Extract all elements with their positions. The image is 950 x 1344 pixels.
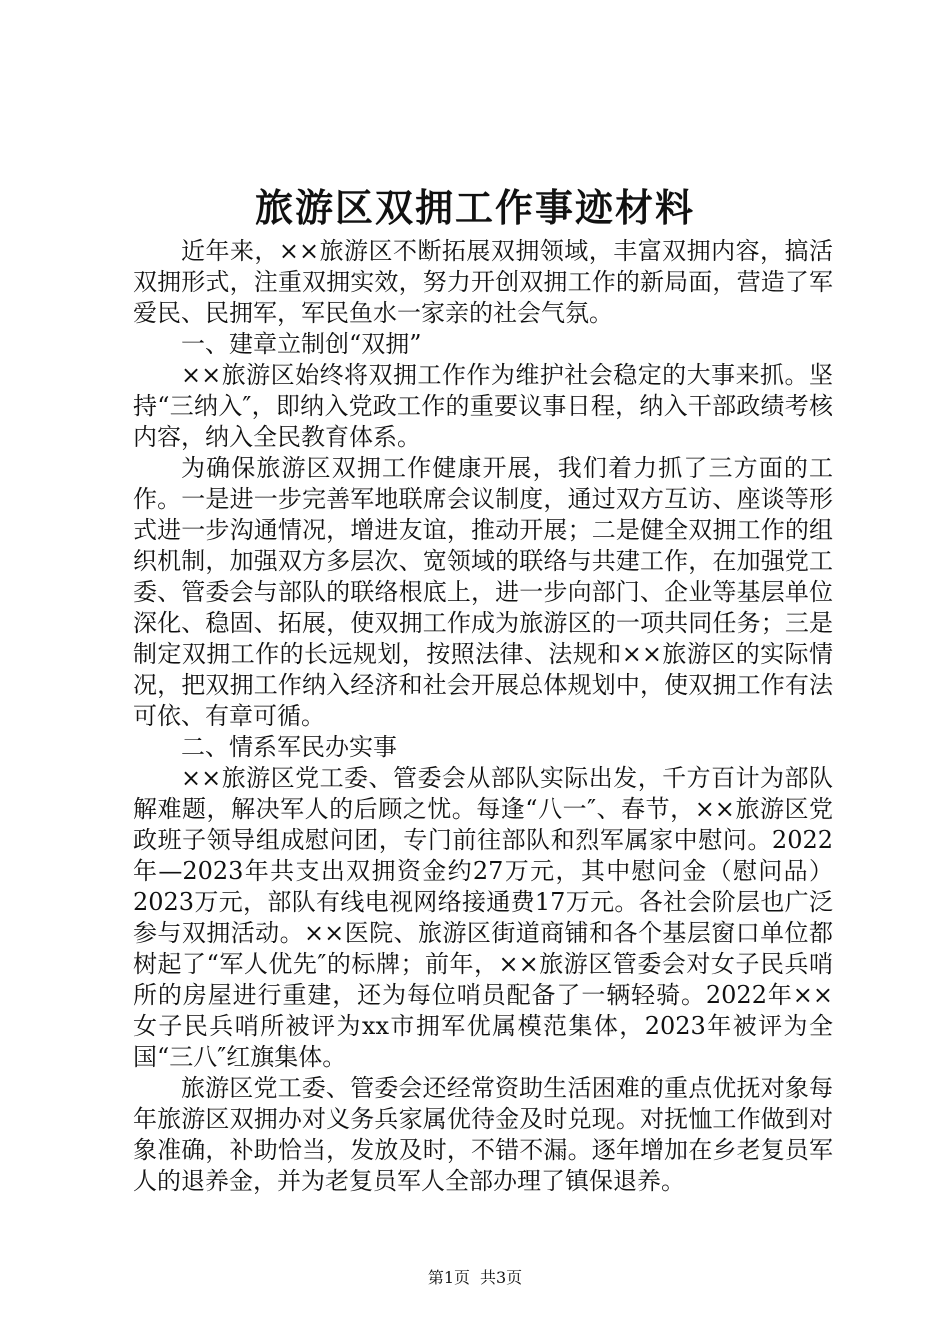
page-total: 共3页 bbox=[480, 1268, 523, 1287]
paragraph-intro: 近年来，××旅游区不断拓展双拥领域，丰富双拥内容，搞活双拥形式，注重双拥实效，努力开创双拥工作的新局面，营造了军爱民、民拥军，军民鱼水一家亲的社会气氛。 bbox=[133, 237, 833, 327]
document-body bbox=[133, 236, 833, 1197]
paragraph-section-2-a: ××旅游区党工委、管委会从部队实际出发，千方百计为部队解难题，解决军人的后顾之忧。每逢“八一″、春节，××旅游区党政班子领导组成慰问团，专门前往部队和烈军属家中慰问。2022年—2023年共支出双拥资金约27万元，其中慰问金（慰问品）2023万元，部队有线电视网络接通费17万元。各社会阶层也广泛参与双拥活动。××医院、旅游区街道商铺和各个基层窗口单位都树起了“军人优先″的标牌；前年，××旅游区管委会对女子民兵哨所的房屋进行重建，还为每位哨员配备了一辆轻骑。2022年××女子民兵哨所被评为xx市拥军优属模范集体，2023年被评为全国“三八″红旗集体。 bbox=[133, 764, 833, 1071]
document-title: 旅游区双拥工作事迹材料 bbox=[254, 185, 695, 230]
page-number: 第1页 bbox=[427, 1268, 470, 1287]
page-footer bbox=[0, 1268, 950, 1288]
paragraph-section-1-a: ××旅游区始终将双拥工作作为维护社会稳定的大事来抓。坚持“三纳入″，即纳入党政工作的重要议事日程，纳入干部政绩考核内容，纳入全民教育体系。 bbox=[133, 361, 833, 451]
section-heading-1: 一、建章立制创“双拥” bbox=[181, 330, 422, 358]
paragraph-section-1-b: 为确保旅游区双拥工作健康开展，我们着力抓了三方面的工作。一是进一步完善军地联席会议制度，通过双方互访、座谈等形式进一步沟通情况，增进友谊，推动开展；二是健全双拥工作的组织机制，加强双方多层次、宽领域的联络与共建工作，在加强党工委、管委会与部队的联络根底上，进一步向部门、企业等基层单位深化、稳固、拓展，使双拥工作成为旅游区的一项共同任务；三是制定双拥工作的长远规划，按照法律、法规和××旅游区的实际情况，把双拥工作纳入经济和社会开展总体规划中，使双拥工作有法可依、有章可循。 bbox=[133, 454, 833, 730]
paragraph-section-2-b: 旅游区党工委、管委会还经常资助生活困难的重点优抚对象每年旅游区双拥办对义务兵家属优待金及时兑现。对抚恤工作做到对象准确，补助恰当，发放及时，不错不漏。逐年增加在乡老复员军人的退养金，并为老复员军人全部办理了镇保退养。 bbox=[133, 1074, 833, 1195]
section-heading-2: 二、情系军民办实事 bbox=[181, 733, 397, 761]
